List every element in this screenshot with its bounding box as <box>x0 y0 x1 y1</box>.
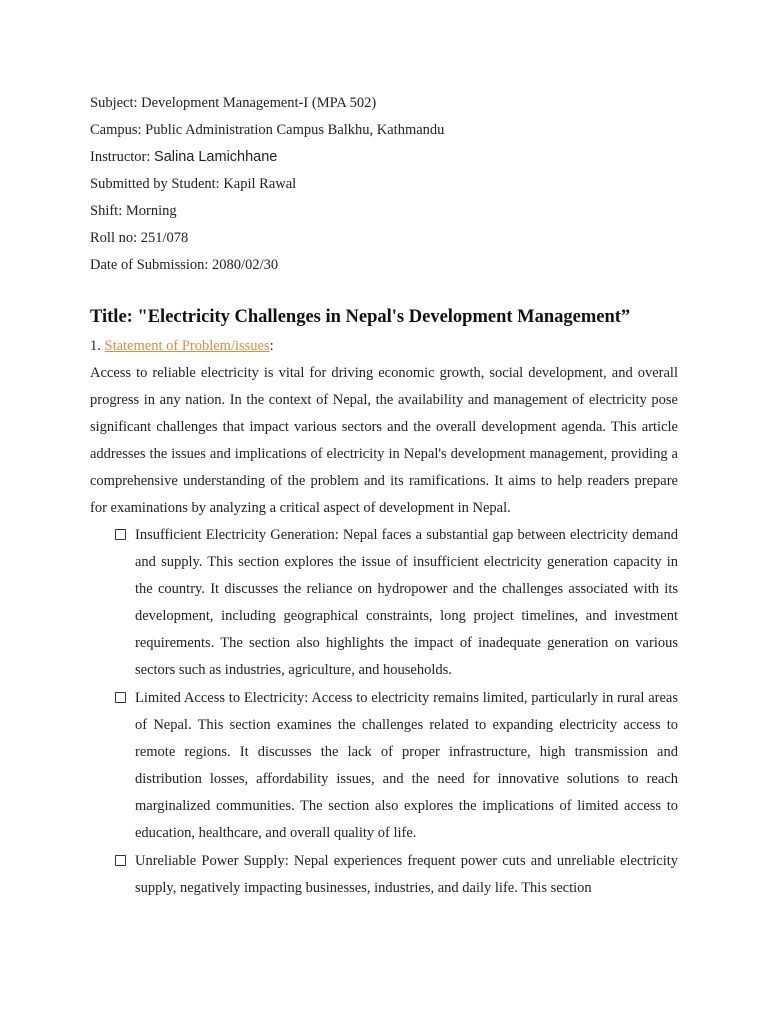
section-number: 1. <box>90 338 105 354</box>
campus-line: Campus: Public Administration Campus Balkhu, Kathmandu <box>90 122 445 138</box>
section-heading-colon: : <box>269 338 274 354</box>
document-page <box>90 90 678 903</box>
roll-line: Roll no: 251/078 <box>90 230 189 246</box>
section-heading-link[interactable]: Statement of Problem/issues <box>104 338 270 354</box>
list-item-text: Limited Access to Electricity: Access to electricity remains limited, particularly in rural areas of Nepal. This section examines the challenges related to expanding electricity access to remote regions. It discusses the lack of proper infrastructure, high transmission and distribution losses, affordability issues, and the need for innovative solutions to reach marginalized communities. The section also explores the implications of limited access to education, healthcare, and overall quality of life. <box>135 690 678 841</box>
student-line: Submitted by Student: Kapil Rawal <box>90 176 297 192</box>
subject-line: Subject: Development Management-I (MPA 502) <box>90 95 377 111</box>
instructor-label: Instructor: <box>90 149 155 165</box>
list-item-text: Insufficient Electricity Generation: Nepal faces a substantial gap between electricity demand and supply. This section explores the issue of insufficient electricity generation capacity in the country. It discusses the reliance on hydropower and the challenges associated with its development, including geographical constraints, long project timelines, and investment requirements. The section also highlights the impact of inadequate generation on various sectors such as industries, agriculture, and households. <box>135 527 678 678</box>
instructor-name: Salina Lamichhane <box>154 149 278 165</box>
list-item <box>90 848 678 902</box>
date-line: Date of Submission: 2080/02/30 <box>90 257 279 273</box>
list-item <box>90 522 678 684</box>
list-item <box>90 685 678 847</box>
issues-list <box>90 522 678 902</box>
checkbox-icon <box>115 529 126 540</box>
checkbox-icon <box>115 855 126 866</box>
shift-line: Shift: Morning <box>90 203 177 219</box>
intro-paragraph: Access to reliable electricity is vital for driving economic growth, social development, and overall progress in any nation. In the context of Nepal, the availability and management of electricity pose significant challenges that impact various sectors and the overall development agenda. This article addresses the issues and implications of electricity in Nepal's development management, providing a comprehensive understanding of the problem and its ramifications. It aims to help readers prepare for examinations by analyzing a critical aspect of development in Nepal. <box>90 365 678 516</box>
section-heading <box>90 333 678 360</box>
instructor-line <box>90 144 678 171</box>
document-title: Title: "Electricity Challenges in Nepal's Development Management” <box>90 307 631 327</box>
checkbox-icon <box>115 692 126 703</box>
list-item-text: Unreliable Power Supply: Nepal experiences frequent power cuts and unreliable electricity supply, negatively impacting businesses, industries, and daily life. This section <box>135 853 678 896</box>
